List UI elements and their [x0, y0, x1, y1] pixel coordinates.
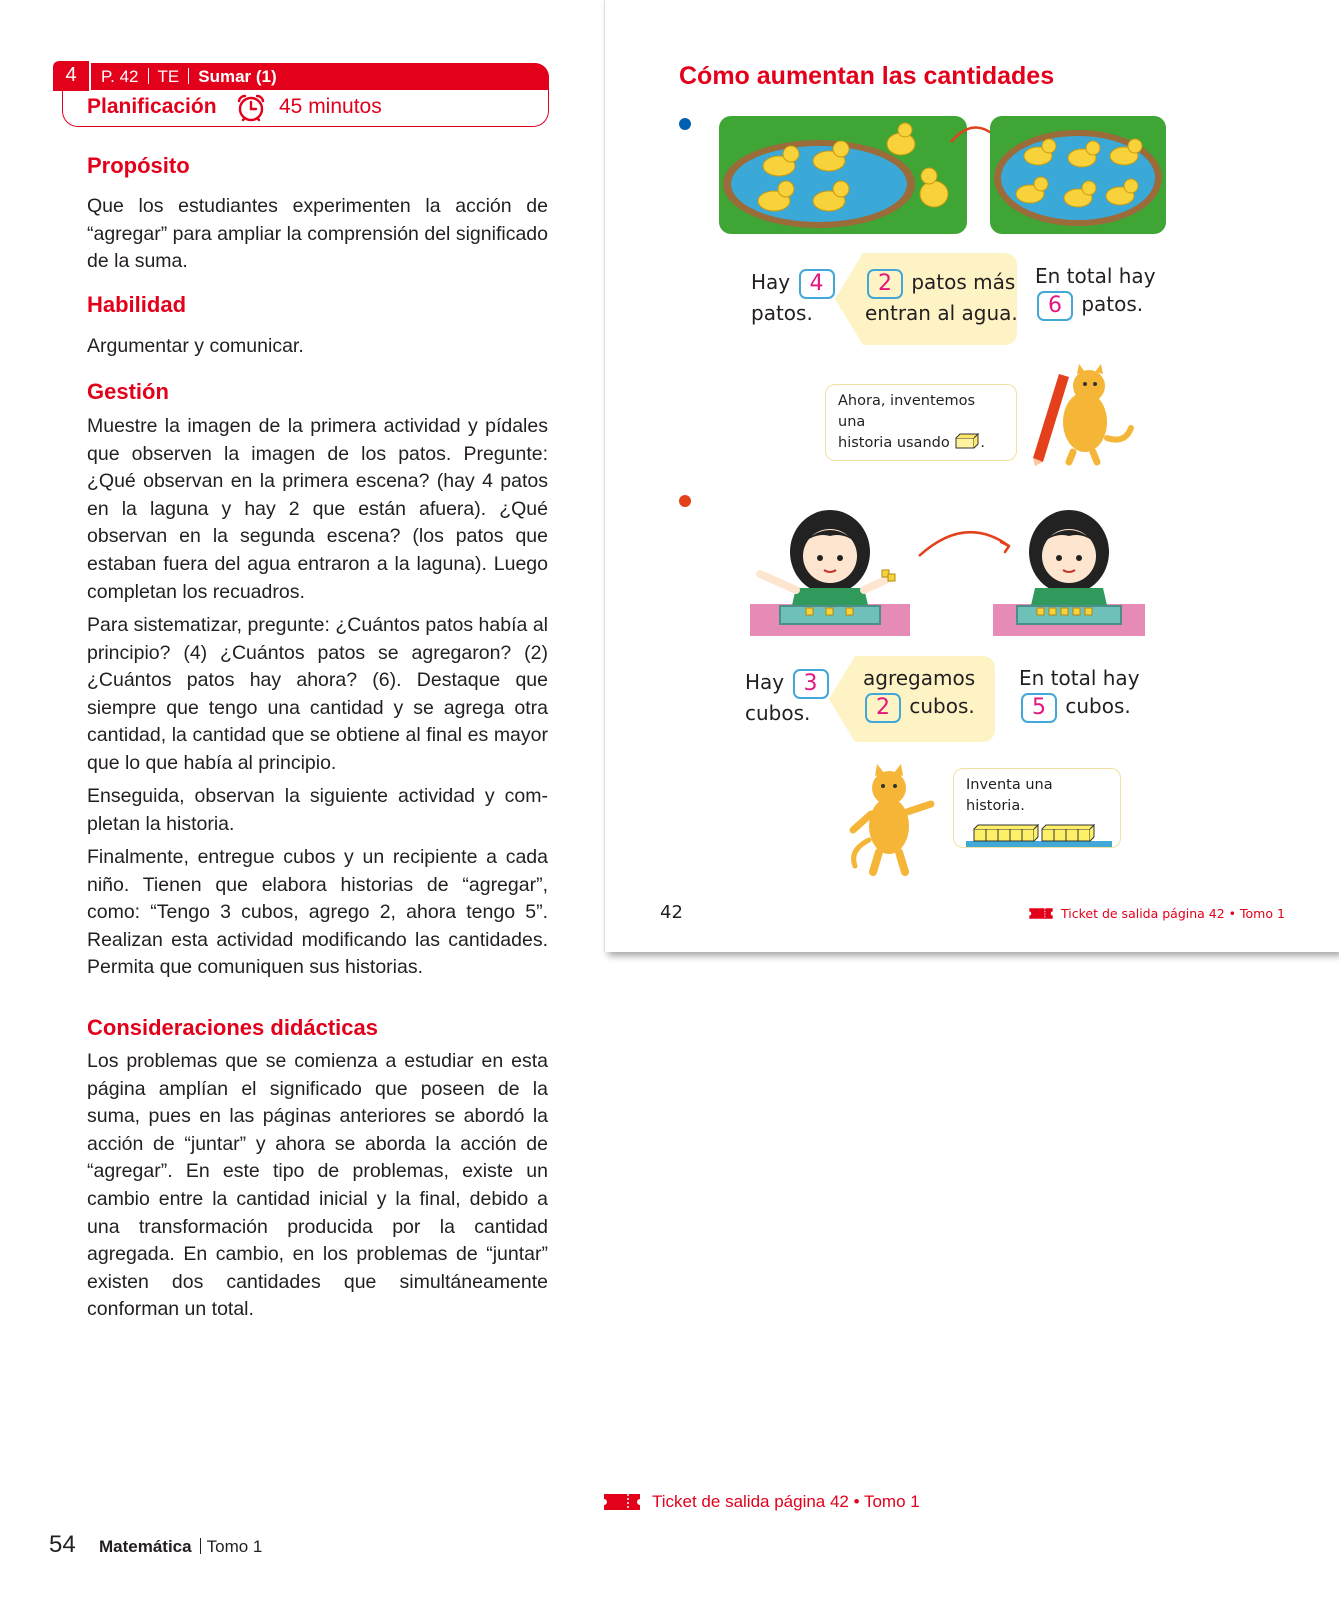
textbook-page-number: 42	[660, 902, 683, 923]
gestion-paragraph-3: Enseguida, observan la siguiente actividad y completan la historia.	[87, 785, 548, 835]
ducks-start	[751, 268, 837, 327]
cubes-total	[1019, 664, 1140, 723]
lesson-strip	[91, 63, 549, 90]
total-label-2: En total hay	[1019, 666, 1140, 690]
te-label: TE	[157, 67, 180, 86]
bubble-line-2: historia usando	[838, 435, 950, 451]
lesson-number: 4	[53, 61, 89, 91]
hay-label: Hay	[751, 270, 791, 294]
gestion-heading: Gestión	[87, 379, 169, 404]
hay-label-2: Hay	[745, 670, 785, 694]
cube-icon	[954, 433, 980, 449]
answer-box-initial[interactable]: 4	[799, 269, 835, 299]
speech-bubble-invent-story	[953, 768, 1121, 848]
page-number: 54	[49, 1531, 76, 1558]
patos-mas-label: patos más	[911, 270, 1016, 294]
textbook-title: Cómo aumentan las cantidades	[679, 62, 1055, 90]
proposito-heading: Propósito	[87, 153, 190, 178]
ticket-icon-small	[1029, 907, 1053, 920]
answer-box-added[interactable]: 2	[867, 269, 903, 299]
lesson-header	[53, 61, 549, 91]
girl-cubes-scene-before	[750, 502, 910, 636]
habilidad-text: Argumentar y comunicar.	[87, 335, 304, 357]
proposito-text: Que los estudiantes experimenten la acción de “agregar” para ampliar la comprensión del significado de la suma.	[87, 195, 548, 273]
ducks-scene-after	[990, 116, 1166, 234]
consideraciones-text: Los problemas que se comienza a estudiar en esta página amplían el significado que poseen de la suma, pues en las páginas anteriores se abordó la acción de “juntar” y ahora se aborda la acción de “agregar”. En este tipo de problemas, existe un cambio entre la cantidad inicial y la final, debido a una transformación producida por la cantidad agregada. En cambio, en los problemas de “juntar” existen dos cantidades que simultáneamente conforman un total.	[87, 1050, 548, 1321]
planning-box	[62, 90, 549, 127]
page-ref: P. 42	[101, 67, 139, 86]
cubes-row-icon	[966, 823, 1112, 851]
bubble-2-text: Inventa una historia.	[966, 777, 1053, 814]
blue-bullet	[679, 118, 691, 130]
exit-ticket	[604, 1491, 920, 1513]
ducks-change	[865, 268, 1018, 327]
gestion-paragraph-4: Finalmente, entregue cubos y un recipiente a cada niño. Tienen que elabora historias de “agregar”, como: “Tengo 3 cubos, agrego 2, ahora tengo 5”. Realizan esta actividad modificando las cantidades. Permita que comuniquen sus historias.	[87, 846, 548, 979]
total-unit-label-2: cubos.	[1065, 694, 1131, 718]
lesson-topic: Sumar (1)	[198, 67, 277, 86]
answer-box-added-2[interactable]: 2	[865, 693, 901, 723]
planning-time: 45 minutos	[279, 95, 382, 118]
book-footer	[99, 1537, 262, 1557]
gestion-paragraph-2: Para sistematizar, pregunte: ¿Cuántos patos había al principio? (4) ¿Cuántos patos se agregaron? (2) ¿Cuántos patos hay ahora? (6). Destaque que siempre que tengo una cantidad y se agrega otra cantidad, la cantidad que se obtiene al final es mayor que lo que había al principio.	[87, 614, 548, 774]
habilidad-heading: Habilidad	[87, 292, 187, 317]
ticket-icon	[604, 1492, 640, 1512]
cubos-add-unit: cubos.	[909, 694, 975, 718]
girl-cubes-scene-after	[993, 502, 1145, 636]
gestion-paragraph-1: Muestre la imagen de la primera actividad y pídales que observen la imagen de los patos. Pregunte: ¿Qué observan en la primera escena? (hay 4 patos en la laguna y hay 2 que están afuera). ¿Qué observan en la segunda escena? (los patos que estaban fuera del agua entraron a la laguna). Luego completan los recuadros.	[87, 415, 548, 603]
ducks-scene-before	[719, 116, 967, 234]
entran-label: entran al agua.	[865, 300, 1018, 325]
ducks-total	[1035, 262, 1156, 321]
answer-box-total[interactable]: 6	[1037, 291, 1073, 321]
cat-pointing-illustration	[845, 760, 937, 876]
patos-label: patos.	[751, 300, 813, 325]
textbook-ticket-text: Ticket de salida página 42 • Tomo 1	[1061, 906, 1285, 921]
total-label: En total hay	[1035, 264, 1156, 288]
planning-title: Planificación	[87, 95, 217, 118]
alarm-clock-icon	[235, 93, 267, 123]
cubes-change	[863, 664, 975, 723]
answer-box-total-2[interactable]: 5	[1021, 693, 1057, 723]
agregamos-label: agregamos	[863, 666, 976, 690]
textbook-page	[604, 0, 1339, 952]
total-unit-label: patos.	[1081, 292, 1144, 316]
answer-box-initial-2[interactable]: 3	[793, 669, 829, 699]
textbook-exit-ticket	[1029, 906, 1285, 921]
cubes-start	[745, 668, 831, 727]
speech-bubble-create-story: Ahora, inventemos una historia usando .	[825, 384, 1017, 461]
red-bullet	[679, 495, 691, 507]
volume-name: Tomo 1	[206, 1537, 263, 1556]
cubos-label: cubos.	[745, 700, 811, 725]
subject-name: Matemática	[99, 1537, 192, 1556]
cat-with-pencil-illustration	[1023, 362, 1137, 466]
consideraciones-heading: Consideraciones didácticas	[87, 1015, 378, 1040]
exit-ticket-text: Ticket de salida página 42 • Tomo 1	[652, 1492, 920, 1511]
bubble-line-1: Ahora, inventemos una	[838, 393, 976, 430]
